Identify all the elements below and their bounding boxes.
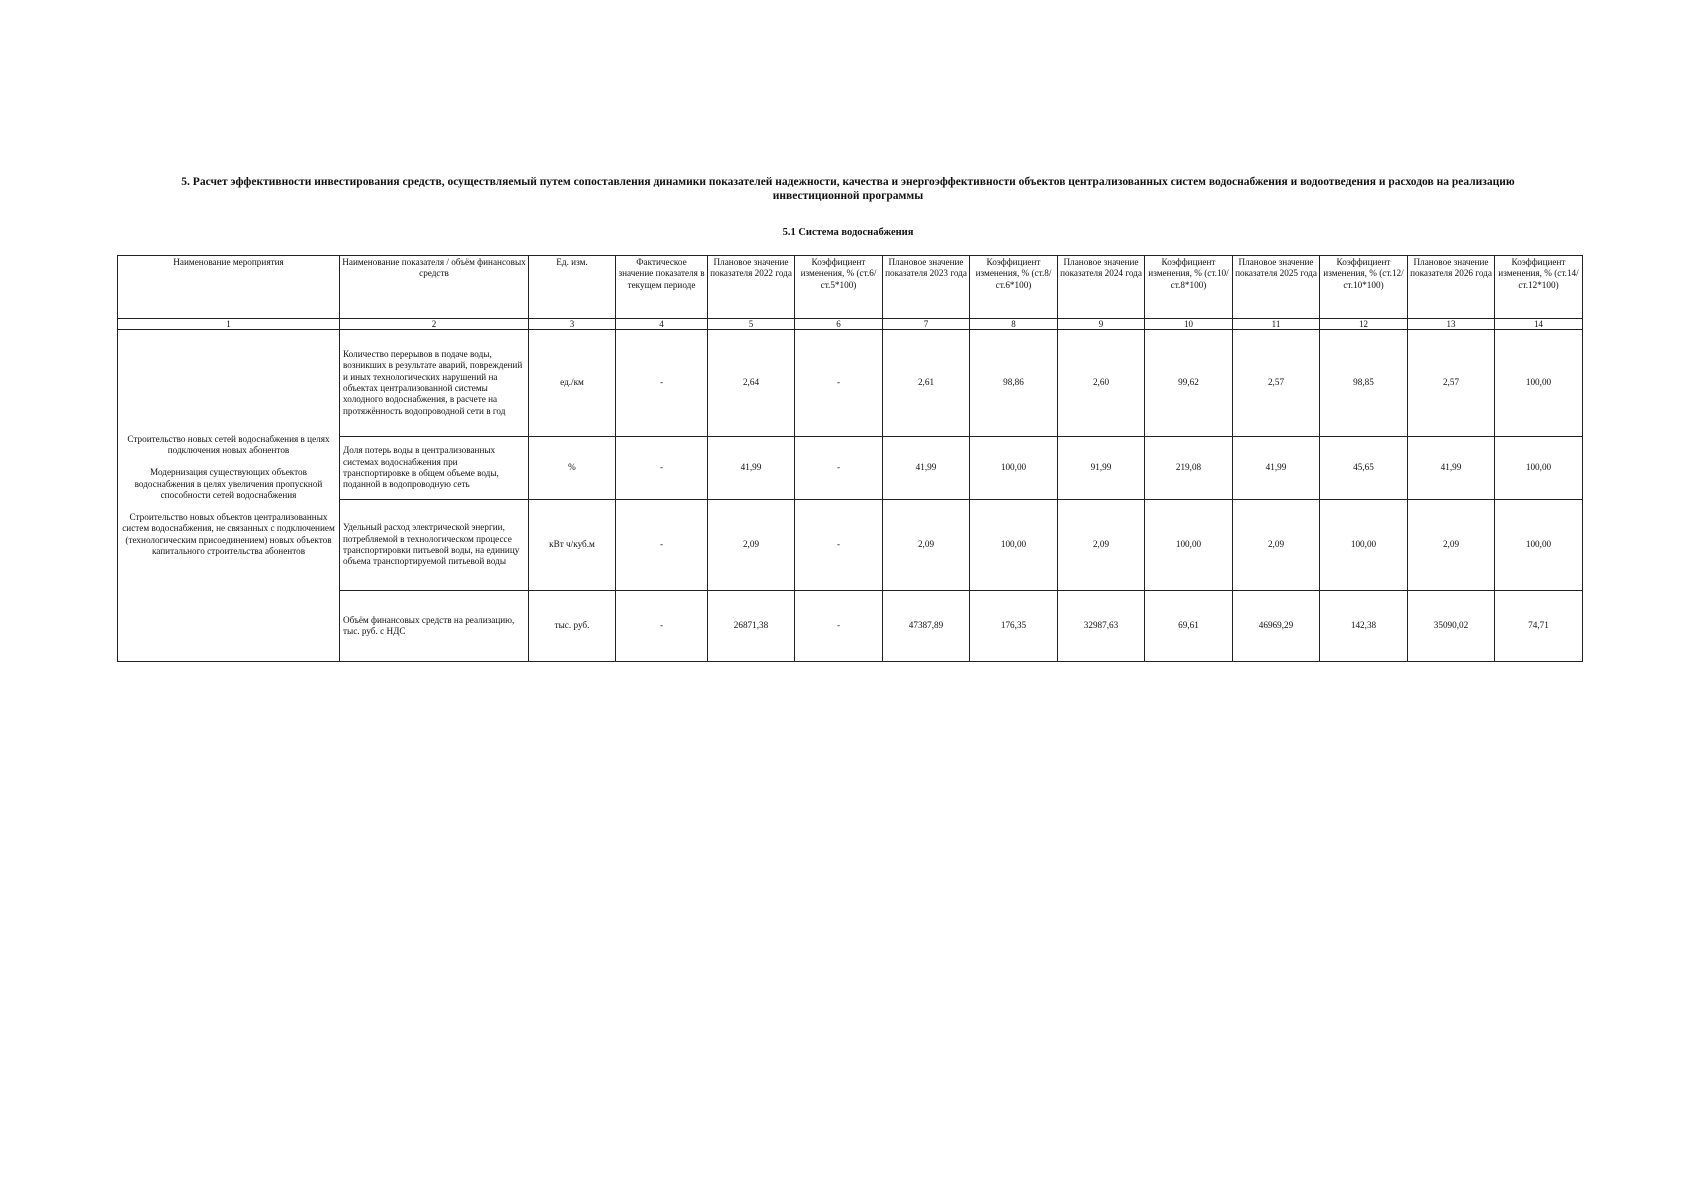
coef-2022-value: - xyxy=(795,330,883,437)
column-header: Плановое значение показателя 2024 года xyxy=(1058,256,1145,319)
plan-2024-value: 2,09 xyxy=(1058,500,1145,591)
coef-2023-value: 100,00 xyxy=(970,437,1058,500)
column-number-row xyxy=(118,319,1583,330)
plan-2024-value: 2,60 xyxy=(1058,330,1145,437)
plan-2022-value: 2,64 xyxy=(708,330,795,437)
plan-2023-value: 47387,89 xyxy=(883,591,970,662)
coef-2023-value: 100,00 xyxy=(970,500,1058,591)
column-number: 9 xyxy=(1058,319,1145,330)
column-number: 1 xyxy=(118,319,340,330)
column-header: Коэффициент изменения, % (ст.12/ ст.10*100) xyxy=(1320,256,1408,319)
column-header: Фактическое значение показателя в текущем периоде xyxy=(616,256,708,319)
column-number: 4 xyxy=(616,319,708,330)
activity-spacer xyxy=(120,456,337,467)
header-row xyxy=(118,256,1583,319)
coef-2022-value: - xyxy=(795,500,883,591)
column-number: 2 xyxy=(340,319,529,330)
indicator-name: Удельный расход электрической энергии, потребляемой в технологическом процессе транспортировки питьевой воды, на единицу объема транспортируемой питьевой воды xyxy=(340,500,529,591)
page-title: 5. Расчет эффективности инвестирования средств, осуществляемый путем сопоставления динамики показателей надежности, качества и энергоэффективности объектов централизованных систем водоснабжения и водоотведения и расходов на реализацию инвестиционной программы xyxy=(181,176,1515,202)
coef-2024-value: 99,62 xyxy=(1145,330,1233,437)
plan-2024-value: 32987,63 xyxy=(1058,591,1145,662)
column-header: Плановое значение показателя 2025 года xyxy=(1233,256,1320,319)
column-header: Коэффициент изменения, % (ст.6/ ст.5*100) xyxy=(795,256,883,319)
column-header: Ед. изм. xyxy=(529,256,616,319)
coef-2022-value: - xyxy=(795,437,883,500)
coef-2026-value: 100,00 xyxy=(1495,500,1583,591)
actual-value: - xyxy=(616,591,708,662)
plan-2026-value: 41,99 xyxy=(1408,437,1495,500)
coef-2025-value: 45,65 xyxy=(1320,437,1408,500)
actual-value: - xyxy=(616,437,708,500)
column-number: 5 xyxy=(708,319,795,330)
coef-2024-value: 69,61 xyxy=(1145,591,1233,662)
indicator-name: Количество перерывов в подаче воды, возникших в результате аварий, повреждений и иных технологических нарушений на объектах централизованной системы холодного водоснабжения, в расчете на протяжённость водопроводной сети в год xyxy=(340,330,529,437)
plan-2023-value: 41,99 xyxy=(883,437,970,500)
activity-cell xyxy=(118,330,340,662)
coef-2023-value: 98,86 xyxy=(970,330,1058,437)
plan-2026-value: 2,57 xyxy=(1408,330,1495,437)
column-number: 8 xyxy=(970,319,1058,330)
plan-2024-value: 91,99 xyxy=(1058,437,1145,500)
column-number: 7 xyxy=(883,319,970,330)
plan-2025-value: 2,57 xyxy=(1233,330,1320,437)
plan-2026-value: 35090,02 xyxy=(1408,591,1495,662)
coef-2026-value: 100,00 xyxy=(1495,437,1583,500)
plan-2022-value: 26871,38 xyxy=(708,591,795,662)
unit-cell: тыс. руб. xyxy=(529,591,616,662)
plan-2022-value: 41,99 xyxy=(708,437,795,500)
indicator-name: Доля потерь воды в централизованных системах водоснабжения при транспортировке в общем объеме воды, поданной в водопроводную сеть xyxy=(340,437,529,500)
column-number: 6 xyxy=(795,319,883,330)
unit-cell: ед./км xyxy=(529,330,616,437)
column-header: Коэффициент изменения, % (ст.8/ ст.6*100) xyxy=(970,256,1058,319)
plan-2025-value: 2,09 xyxy=(1233,500,1320,591)
efficiency-table xyxy=(117,255,1583,662)
actual-value: - xyxy=(616,500,708,591)
column-number: 14 xyxy=(1495,319,1583,330)
coef-2025-value: 142,38 xyxy=(1320,591,1408,662)
coef-2024-value: 219,08 xyxy=(1145,437,1233,500)
column-number: 3 xyxy=(529,319,616,330)
coef-2022-value: - xyxy=(795,591,883,662)
column-header: Коэффициент изменения, % (ст.10/ ст.8*100) xyxy=(1145,256,1233,319)
plan-2023-value: 2,61 xyxy=(883,330,970,437)
column-header: Наименование показателя / объём финансовых средств xyxy=(340,256,529,319)
unit-cell: % xyxy=(529,437,616,500)
plan-2023-value: 2,09 xyxy=(883,500,970,591)
column-number: 13 xyxy=(1408,319,1495,330)
plan-2022-value: 2,09 xyxy=(708,500,795,591)
column-header: Наименование мероприятия xyxy=(118,256,340,319)
column-header: Плановое значение показателя 2023 года xyxy=(883,256,970,319)
plan-2026-value: 2,09 xyxy=(1408,500,1495,591)
coef-2025-value: 100,00 xyxy=(1320,500,1408,591)
coef-2026-value: 74,71 xyxy=(1495,591,1583,662)
column-number: 12 xyxy=(1320,319,1408,330)
actual-value: - xyxy=(616,330,708,437)
column-header: Плановое значение показателя 2026 года xyxy=(1408,256,1495,319)
column-number: 10 xyxy=(1145,319,1233,330)
plan-2025-value: 46969,29 xyxy=(1233,591,1320,662)
indicator-name: Объём финансовых средств на реализацию, тыс. руб. с НДС xyxy=(340,591,529,662)
plan-2025-value: 41,99 xyxy=(1233,437,1320,500)
coef-2026-value: 100,00 xyxy=(1495,330,1583,437)
column-header: Коэффициент изменения, % (ст.14/ ст.12*100) xyxy=(1495,256,1583,319)
activity-line: Модернизация существующих объектов водоснабжения в целях увеличения пропускной способности сетей водоснабжения xyxy=(134,467,323,500)
section-title: 5.1 Система водоснабжения xyxy=(782,227,914,238)
coef-2025-value: 98,85 xyxy=(1320,330,1408,437)
table-row xyxy=(118,330,1583,437)
coef-2023-value: 176,35 xyxy=(970,591,1058,662)
activity-line: Строительство новых объектов централизованных систем водоснабжения, не связанных с подключением (технологическим присоединением) новых объектов капитального строительства абонентов xyxy=(122,512,335,557)
activity-spacer xyxy=(120,501,337,512)
column-header: Плановое значение показателя 2022 года xyxy=(708,256,795,319)
column-number: 11 xyxy=(1233,319,1320,330)
coef-2024-value: 100,00 xyxy=(1145,500,1233,591)
unit-cell: кВт ч/куб.м xyxy=(529,500,616,591)
activity-line: Строительство новых сетей водоснабжения в целях подключения новых абонентов xyxy=(127,433,330,455)
